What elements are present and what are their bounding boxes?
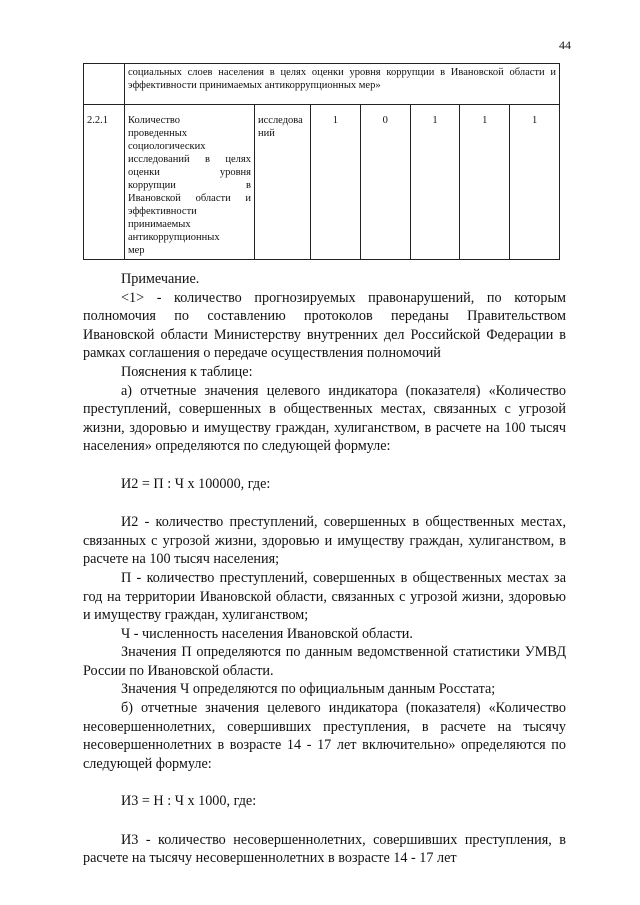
row-value: 1 (510, 105, 560, 260)
description-line: принимаемых (128, 219, 191, 230)
indicator-table (83, 63, 560, 260)
description-line: оценки уровня (128, 167, 251, 178)
table-span-text: социальных слоев населения в целях оценки уровня коррупции в Ивановской области и эффективности принимаемых антикоррупционных мер» (125, 64, 560, 105)
page-number: 44 (559, 38, 571, 52)
row-value: 1 (311, 105, 361, 260)
row-value: 1 (460, 105, 510, 260)
source-ch: Значения Ч определяются по официальным данным Росстата; (121, 681, 496, 698)
definition-i3: И3 - количество несовершеннолетних, совершивших преступления, в расчете на тысячу несовершеннолетних в возрасте 14 - 17 лет (83, 831, 566, 867)
row-value: 1 (410, 105, 460, 260)
row-unit: исследований (255, 105, 311, 260)
definition-ch: Ч - численность населения Ивановской области. (121, 625, 413, 642)
formula-i2: И2 = П : Ч х 100000, где: (121, 475, 271, 492)
description-line: Ивановской области и (128, 193, 251, 204)
row-number: 2.2.1 (84, 105, 125, 260)
row-description (125, 105, 255, 260)
note-paragraph: <1> - количество прогнозируемых правонарушений, по которым полномочия по составлению протоколов переданы Правительством Ивановской области Министерству внутренних дел Российской Федерации в рамках соглашения о передаче осуществления полномочий (83, 289, 566, 362)
empty-number-cell (84, 64, 125, 105)
document-body (83, 270, 566, 868)
description-line: социологических (128, 141, 206, 152)
description-line: проведенных (128, 128, 188, 139)
table-continuation-row (84, 64, 560, 105)
description-line: Количество (128, 115, 181, 126)
description-line: эффективности (128, 206, 197, 217)
table-row (84, 105, 560, 260)
description-line: коррупции в (128, 180, 251, 191)
row-value: 0 (360, 105, 410, 260)
note-title: Примечание. (121, 271, 200, 287)
source-p: Значения П определяются по данным ведомственной статистики УМВД России по Ивановской области. (83, 644, 566, 679)
explanation-b: б) отчетные значения целевого индикатора (показателя) «Количество несовершеннолетних, совершивших преступления, в расчете на тысячу несовершеннолетних в возрасте 14 - 17 лет включительно» определяются по следующей формуле: (83, 700, 566, 772)
explanation-a: а) отчетные значения целевого индикатора (показателя) «Количество преступлений, совершенных в общественных местах, связанных с угрозой жизни, здоровью и имуществу граждан, хулиганством, в расчете на 100 тысяч населения» определяются по следующей формуле: (83, 382, 566, 455)
description-line: исследований в целях (128, 154, 251, 165)
description-line: антикоррупционных (128, 232, 220, 243)
description-line: мер (128, 245, 145, 256)
formula-i3: И3 = Н : Ч х 1000, где: (121, 793, 257, 810)
definition-i2: И2 - количество преступлений, совершенных в общественных местах, связанных с угрозой жизни, здоровью и имуществу граждан, хулиганством, в расчете на 100 тысяч населения; (83, 514, 566, 568)
definition-p: П - количество преступлений, совершенных в общественных местах за год на территории Ивановской области, связанных с угрозой жизни, здоровью и имуществу граждан, хулиганством; (83, 569, 566, 624)
explanations-title: Пояснения к таблице: (121, 363, 253, 380)
